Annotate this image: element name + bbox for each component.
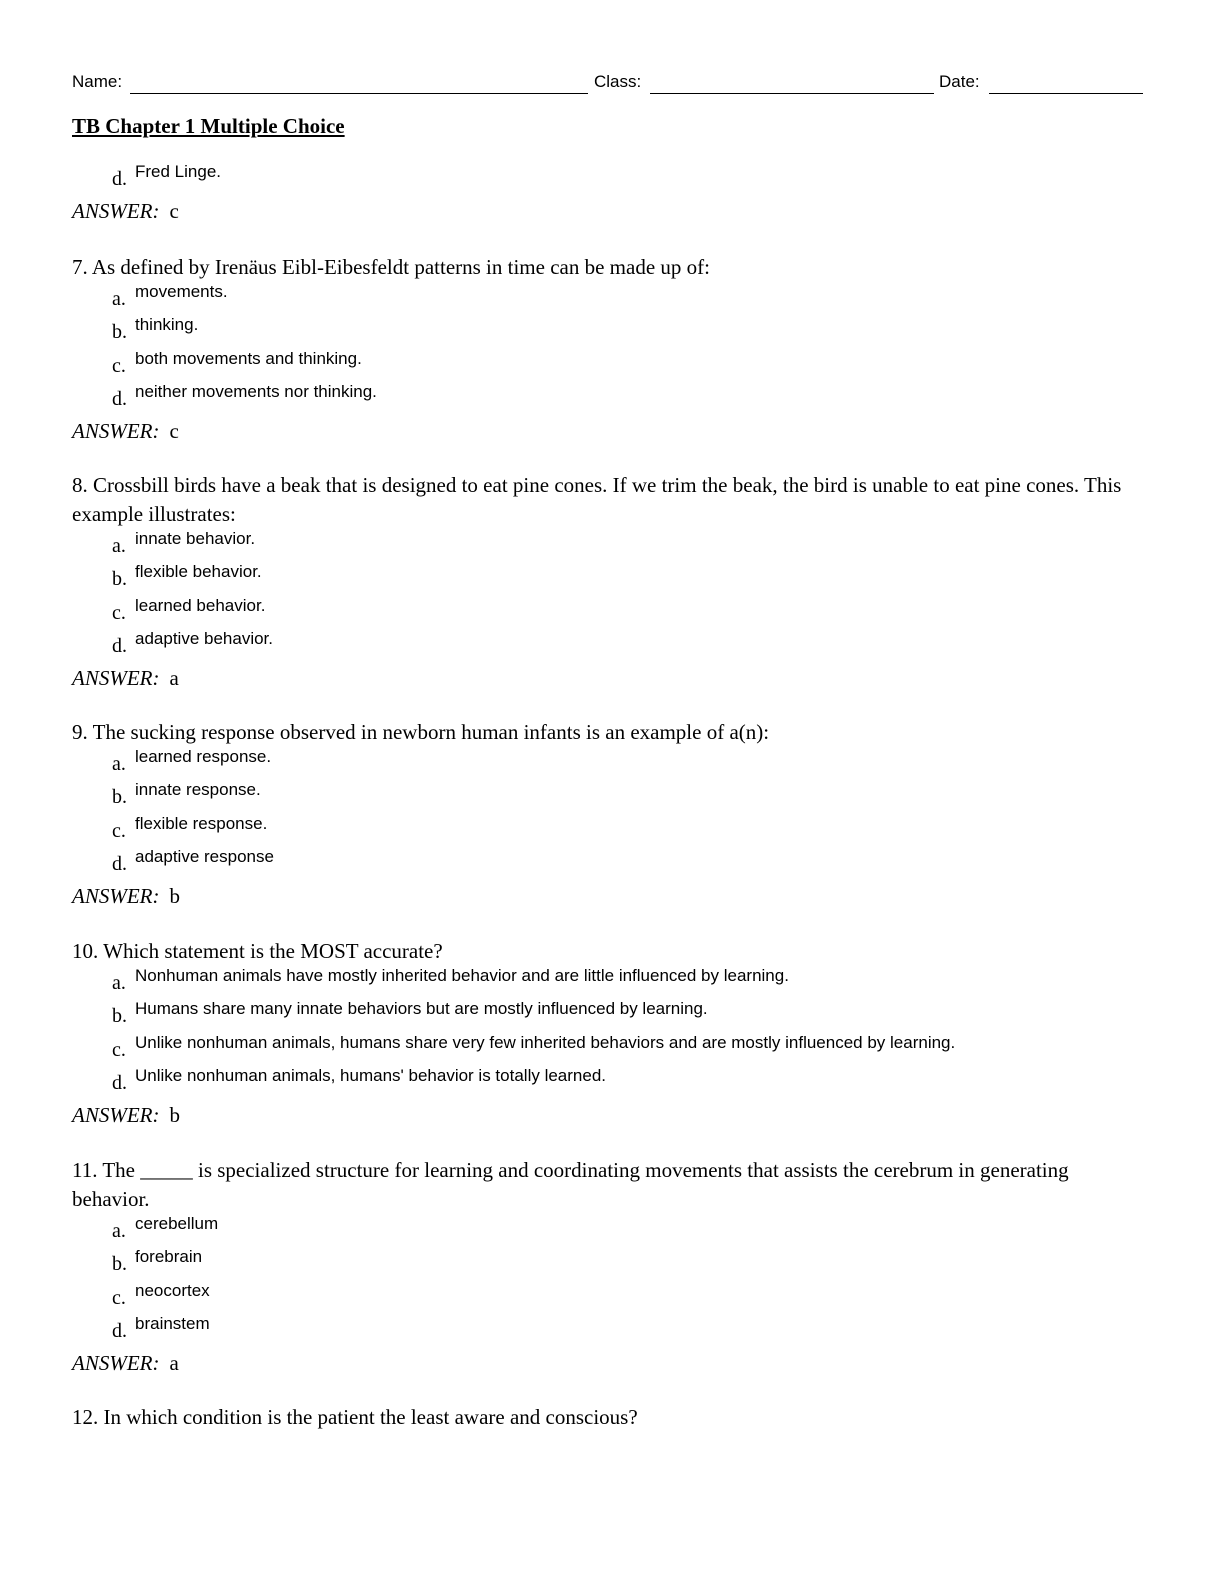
option-b — [112, 999, 1132, 1032]
option-letter: c. — [112, 1038, 126, 1061]
answer-value: b — [169, 1103, 180, 1128]
question-9 — [72, 718, 1132, 912]
option-c — [112, 1281, 1132, 1314]
option-text: brainstem — [135, 1313, 210, 1333]
answer-value: a — [169, 666, 179, 691]
answer-label: ANSWER: — [72, 199, 160, 224]
option-a — [112, 966, 1132, 999]
answer-value: b — [169, 884, 180, 909]
date-label: Date: — [939, 72, 980, 91]
option-letter: b. — [112, 1005, 127, 1028]
question-7 — [72, 253, 1132, 447]
option-c — [112, 349, 1132, 382]
option-letter: a. — [112, 535, 126, 557]
name-label: Name: — [72, 72, 123, 91]
option-letter: d. — [112, 168, 127, 190]
option-c — [112, 596, 1132, 629]
question-stem: 11. The _____ is specialized structure for learning and coordinating movements that assists the cerebrum in generating behavior. — [72, 1158, 1069, 1211]
option-letter: d. — [112, 634, 127, 657]
option-letter: a. — [112, 753, 126, 775]
answer-label: ANSWER: — [72, 666, 160, 691]
option-b — [112, 315, 1132, 348]
option-letter: c. — [112, 819, 126, 842]
answer-line — [72, 419, 1132, 447]
option-text: adaptive behavior. — [135, 628, 273, 648]
option-text: thinking. — [135, 315, 199, 335]
option-letter: b. — [112, 568, 127, 591]
question-11 — [72, 1156, 1132, 1379]
option-letter: d. — [112, 1071, 127, 1094]
question-stem: 8. Crossbill birds have a beak that is designed to eat pine cones. If we trim the beak, the bird is unable to eat pine cones. This example illustrates: — [72, 473, 1122, 526]
option-c — [112, 1033, 1132, 1066]
option-text: innate response. — [135, 780, 261, 800]
option-letter: a. — [112, 972, 126, 994]
question-stem: 12. In which condition is the patient the least aware and conscious? — [72, 1405, 638, 1429]
option-text: learned response. — [135, 747, 272, 766]
answer-label: ANSWER: — [72, 1351, 160, 1376]
option-text: innate behavior. — [135, 529, 256, 548]
answer-value: c — [169, 419, 179, 444]
answer-label: ANSWER: — [72, 419, 160, 444]
option-text: learned behavior. — [135, 595, 266, 615]
option-letter: d. — [112, 1319, 127, 1342]
document-title: TB Chapter 1 Multiple Choice — [72, 114, 345, 138]
option-b — [112, 1247, 1132, 1280]
class-label: Class: — [594, 72, 642, 91]
option-text: flexible response. — [135, 813, 268, 833]
header-row — [72, 72, 1143, 98]
option-letter: b. — [112, 321, 127, 344]
question-12 — [72, 1403, 1132, 1432]
option-letter: c. — [112, 1286, 126, 1309]
option-d — [112, 1314, 1132, 1347]
name-blank — [130, 93, 588, 94]
answer-line — [72, 884, 1132, 912]
question-10 — [72, 937, 1132, 1131]
option-text: movements. — [135, 282, 228, 301]
option-text: Humans share many innate behaviors but are mostly influenced by learning. — [135, 999, 708, 1019]
option-text: neocortex — [135, 1280, 210, 1300]
answer-line — [72, 199, 1132, 227]
option-text: adaptive response — [135, 846, 274, 866]
question-stem: 9. The sucking response observed in newborn human infants is an example of a(n): — [72, 720, 770, 744]
option-d — [112, 629, 1132, 662]
continued-question — [72, 162, 1132, 227]
answer-label: ANSWER: — [72, 884, 160, 909]
answer-line — [72, 666, 1132, 694]
date-blank — [989, 93, 1143, 94]
option-letter: d. — [112, 387, 127, 410]
option-letter: b. — [112, 1253, 127, 1276]
answer-label: ANSWER: — [72, 1103, 160, 1128]
option-letter: c. — [112, 354, 126, 377]
option-letter: a. — [112, 288, 126, 310]
option-text: flexible behavior. — [135, 562, 262, 582]
option-text: forebrain — [135, 1247, 203, 1267]
option-text: cerebellum — [135, 1214, 219, 1233]
option-text: neither movements nor thinking. — [135, 381, 377, 401]
question-8 — [72, 471, 1132, 694]
option-d — [112, 162, 1132, 195]
question-stem: 10. Which statement is the MOST accurate? — [72, 939, 443, 963]
option-letter: a. — [112, 1220, 126, 1242]
option-c — [112, 814, 1132, 847]
option-text: Unlike nonhuman animals, humans share very few inherited behaviors and are mostly influenced by learning. — [135, 1032, 956, 1052]
option-letter: d. — [112, 852, 127, 875]
answer-value: c — [169, 199, 179, 224]
option-letter: b. — [112, 786, 127, 809]
question-stem: 7. As defined by Irenäus Eibl-Eibesfeldt patterns in time can be made up of: — [72, 255, 710, 279]
answer-line — [72, 1351, 1132, 1379]
option-b — [112, 780, 1132, 813]
option-letter: c. — [112, 601, 126, 624]
option-d — [112, 1066, 1132, 1099]
option-text: Unlike nonhuman animals, humans' behavior is totally learned. — [135, 1065, 607, 1085]
answer-line — [72, 1103, 1132, 1131]
answer-value: a — [169, 1351, 179, 1376]
option-text: Nonhuman animals have mostly inherited behavior and are little influenced by learning. — [135, 966, 789, 985]
option-a — [112, 747, 1132, 780]
option-d — [112, 382, 1132, 415]
option-b — [112, 562, 1132, 595]
class-blank — [650, 93, 934, 94]
option-a — [112, 282, 1132, 315]
option-text: both movements and thinking. — [135, 348, 362, 368]
option-text: Fred Linge. — [135, 162, 221, 181]
option-a — [112, 529, 1132, 562]
option-a — [112, 1214, 1132, 1247]
option-d — [112, 847, 1132, 880]
